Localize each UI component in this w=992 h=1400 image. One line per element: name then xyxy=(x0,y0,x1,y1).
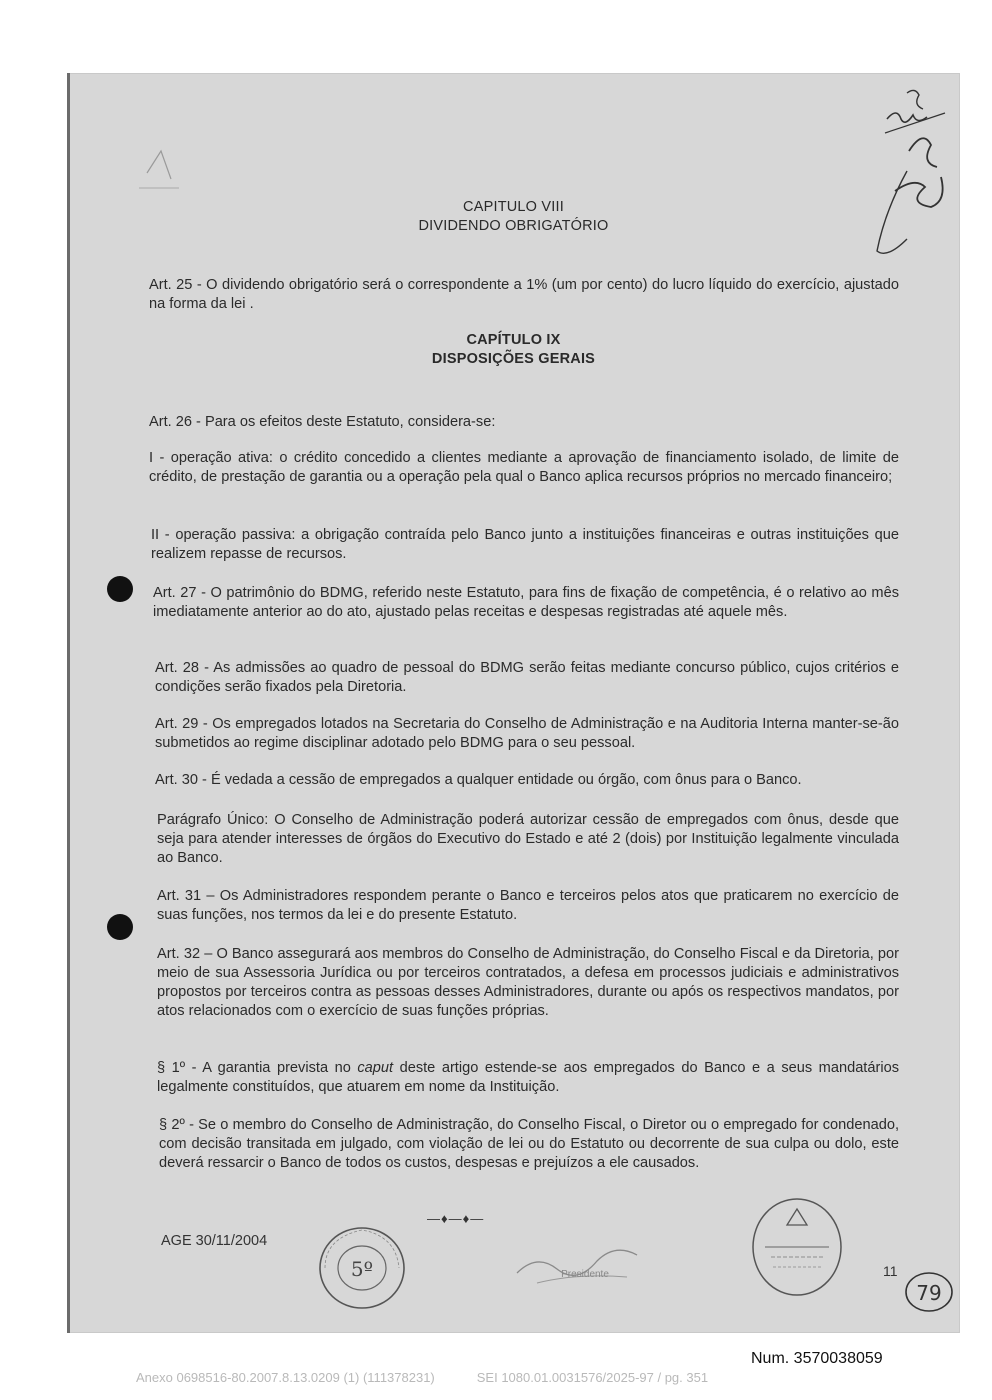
art25-text: Art. 25 - O dividendo obrigatório será o correspondente a 1% (um por cento) do lucro líquido do exercício, ajustado na forma da lei . xyxy=(149,277,899,312)
chapter9-subtitle: DISPOSIÇÕES GERAIS xyxy=(431,351,596,367)
art30-text: Art. 30 - É vedada a cessão de empregados a qualquer entidade ou órgão, com ônus para o Banco. xyxy=(155,772,802,788)
art28-text: Art. 28 - As admissões ao quadro de pessoal do BDMG serão feitas mediante concurso público, cujos critérios e condições serão fixados pela Diretoria. xyxy=(155,660,899,695)
art29-text: Art. 29 - Os empregados lotados na Secretaria do Conselho de Administração e na Auditoria Interna manter-se-ão submetidos ao regime disciplinar adotado pelo BDMG para o seu pessoal. xyxy=(155,716,899,751)
art32-text: Art. 32 – O Banco assegurará aos membros do Conselho de Administração, do Conselho Fiscal e da Diretoria, por meio de sua Assessoria Jurídica ou por terceiros contratados, a defesa em processos judiciais e administrativos propostos por terceiros contra as pessoas desses Administradores, durante ou após os respectivos mandatos, por atos relacionados com o exercício de suas funções próprias. xyxy=(157,946,899,1019)
scanned-page xyxy=(67,73,960,1333)
faint-stamp-mark xyxy=(127,133,197,203)
art26-item-i: I - operação ativa: o crédito concedido a clientes mediante a aprovação de financiamento isolado, de limite de crédito, de prestação de garantia ou a operação pela qual o Banco aplica recursos próprios no mercado financeiro; xyxy=(149,450,899,485)
stamp-number: 5º xyxy=(350,1257,374,1281)
age-date: AGE 30/11/2004 xyxy=(161,1233,268,1249)
chapter9-title: CAPÍTULO IX xyxy=(466,332,561,348)
annex-reference: Anexo 0698516-80.2007.8.13.0209 (1) (111378231) xyxy=(136,1370,435,1385)
handwritten-page-number xyxy=(903,1269,955,1315)
art32-paragraph-2: § 2º - Se o membro do Conselho de Administração, do Conselho Fiscal, o Diretor ou o empregado for condenado, com decisão transitada em julgado, com violação de lei ou do Estatuto ou decorrente de sua culpa ou dolo, este deverá ressarcir o Banco de todos os custos, despesas e prejuízos a ele causados. xyxy=(159,1117,899,1171)
art32-p1-post: deste artigo estende-se aos empregados do Banco e a seus mandatários legalmente constituídos, que atuarem em nome da Instituição. xyxy=(157,1060,899,1095)
separator: —♦—♦— xyxy=(427,1211,485,1226)
signature-mark xyxy=(507,1233,657,1293)
sei-reference: SEI 1080.01.0031576/2025-97 / pg. 351 xyxy=(476,1370,709,1385)
institution-seal xyxy=(747,1195,847,1299)
page-number: 11 xyxy=(883,1263,898,1279)
art30-paragraph: Parágrafo Único: O Conselho de Administração poderá autorizar cessão de empregados com ônus, desde que seja para atender interesses de órgãos do Executivo do Estado e até 2 (dois) por Instituição legalmente vinculada ao Banco. xyxy=(157,812,899,866)
punch-hole-bottom xyxy=(107,914,133,940)
punch-hole-top xyxy=(107,576,133,602)
art26-item-ii: II - operação passiva: a obrigação contraída pelo Banco junto a instituições financeiras e outras instituições que realizem repasse de recursos. xyxy=(151,527,899,562)
art32-paragraph-1 xyxy=(157,1059,899,1097)
chapter8-title: CAPITULO VIII xyxy=(463,199,564,215)
art32-p1-caput: caput xyxy=(357,1060,394,1076)
signature-caption: Presidente xyxy=(561,1269,609,1280)
art27-text: Art. 27 - O patrimônio do BDMG, referido neste Estatuto, para fins de fixação de competência, é o relativo ao mês imediatamente anterior ao do ato, ajustado pelas receitas e despesas registradas até aquele mês. xyxy=(153,585,899,620)
art31-text: Art. 31 – Os Administradores respondem perante o Banco e terceiros pelos atos que praticarem no exercício de suas funções, nos termos da lei e do presente Estatuto. xyxy=(157,888,899,923)
art32-p1-pre: § 1º - A garantia prevista no xyxy=(157,1060,358,1076)
annex-footer xyxy=(136,1370,708,1385)
scan-edge xyxy=(67,73,70,1333)
handwritten-page-number-text: 79 xyxy=(916,1281,942,1305)
chapter8-subtitle: DIVIDENDO OBRIGATÓRIO xyxy=(418,218,609,234)
notary-stamp xyxy=(315,1223,409,1313)
handwritten-initials xyxy=(847,81,957,261)
art26-text: Art. 26 - Para os efeitos deste Estatuto, considera-se: xyxy=(149,414,496,430)
document-number: Num. 3570038059 xyxy=(751,1350,883,1367)
